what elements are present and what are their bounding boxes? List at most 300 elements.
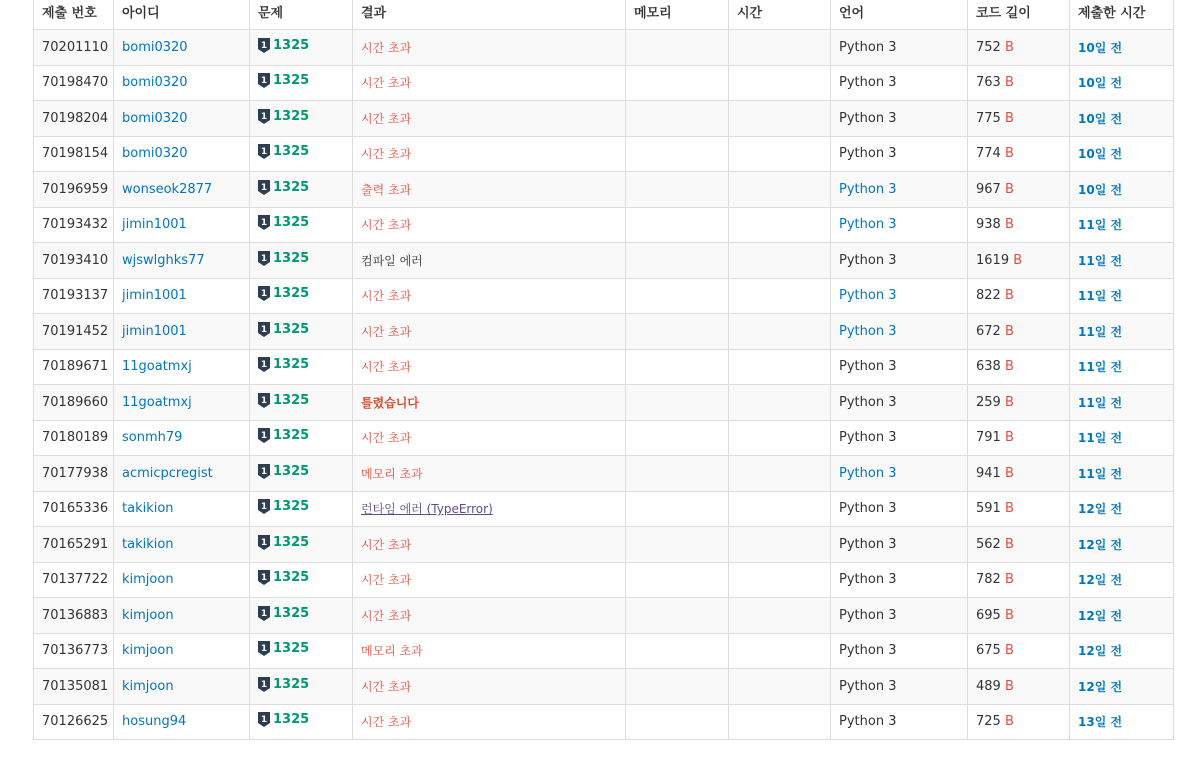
submission-id-cell — [34, 385, 114, 421]
user-link[interactable]: sonmh79 — [122, 430, 183, 446]
submission-id: 70201110 — [42, 39, 109, 55]
svg-text:1: 1 — [260, 289, 268, 300]
result-cell — [353, 420, 626, 456]
code-length-value: 489 — [976, 678, 1001, 694]
time-cell — [729, 207, 831, 243]
code-length-value: 1619 — [976, 252, 1010, 268]
user-cell — [114, 243, 250, 279]
result-cell — [353, 669, 626, 705]
memory-cell — [626, 420, 729, 456]
submitted-time-link[interactable]: 10일 전 — [1078, 147, 1123, 162]
time-cell — [729, 136, 831, 172]
user-cell — [114, 314, 250, 350]
silver-tier-badge-icon — [258, 144, 270, 159]
table-row — [34, 349, 1174, 385]
code-length-cell — [968, 456, 1070, 492]
result-text: 시간 초과 — [361, 40, 412, 55]
svg-text:1: 1 — [260, 253, 268, 264]
language-cell — [831, 30, 968, 66]
code-length-cell — [968, 669, 1070, 705]
header-result: 결과 — [353, 0, 626, 30]
submitted-time-cell — [1070, 633, 1174, 669]
language-text: Python 3 — [839, 110, 897, 126]
code-length-unit: B — [1004, 39, 1014, 55]
problem-cell — [250, 420, 353, 456]
user-link[interactable]: bomi0320 — [122, 146, 188, 162]
submitted-time-link[interactable]: 11일 전 — [1078, 289, 1123, 304]
result-cell — [353, 527, 626, 563]
svg-text:1: 1 — [260, 182, 268, 193]
user-link[interactable]: wonseok2877 — [122, 181, 213, 197]
user-link[interactable]: jimin1001 — [122, 288, 187, 304]
result-text: 메모리 초과 — [361, 466, 423, 481]
language-cell — [831, 420, 968, 456]
memory-cell — [626, 101, 729, 137]
user-link[interactable]: takikion — [122, 536, 174, 552]
code-length-value: 562 — [976, 536, 1001, 552]
user-link[interactable]: acmicpcregist — [122, 465, 213, 481]
svg-text:1: 1 — [260, 111, 268, 122]
submitted-time-cell — [1070, 243, 1174, 279]
user-link[interactable]: kimjoon — [122, 643, 174, 659]
problem-link[interactable] — [258, 570, 309, 585]
table-row — [34, 101, 1174, 137]
submission-id: 70180189 — [42, 430, 109, 446]
user-link[interactable]: bomi0320 — [122, 110, 188, 126]
svg-text:1: 1 — [260, 502, 268, 513]
submitted-time-cell — [1070, 669, 1174, 705]
code-length-value: 775 — [976, 110, 1001, 126]
problem-link[interactable] — [258, 286, 309, 301]
memory-cell — [626, 669, 729, 705]
result-cell — [353, 491, 626, 527]
time-cell — [729, 456, 831, 492]
submission-id-cell — [34, 30, 114, 66]
svg-text:1: 1 — [260, 40, 268, 51]
user-cell — [114, 598, 250, 634]
user-link[interactable]: jimin1001 — [122, 217, 187, 233]
result-text: 시간 초과 — [361, 147, 412, 162]
table-row — [34, 491, 1174, 527]
problem-cell — [250, 562, 353, 598]
submission-id-cell — [34, 669, 114, 705]
user-cell — [114, 562, 250, 598]
time-cell — [729, 527, 831, 563]
code-length-value: 782 — [976, 572, 1001, 588]
submitted-time-link[interactable]: 11일 전 — [1078, 218, 1123, 233]
language-text[interactable]: Python 3 — [839, 465, 897, 481]
problem-number: 1325 — [273, 215, 310, 231]
submitted-time-link[interactable]: 11일 전 — [1078, 395, 1123, 410]
result-cell — [353, 562, 626, 598]
problem-link[interactable] — [258, 357, 309, 372]
problem-link[interactable] — [258, 322, 309, 337]
language-text: Python 3 — [839, 501, 897, 517]
code-length-cell — [968, 314, 1070, 350]
table-row — [34, 527, 1174, 563]
user-link[interactable]: jimin1001 — [122, 323, 187, 339]
code-length-cell — [968, 598, 1070, 634]
submitted-time-link[interactable]: 11일 전 — [1078, 253, 1123, 268]
code-length-value: 822 — [976, 288, 1001, 304]
language-text: Python 3 — [839, 536, 897, 552]
language-text: Python 3 — [839, 39, 897, 55]
submitted-time-link[interactable]: 12일 전 — [1078, 537, 1123, 552]
silver-tier-badge-icon — [258, 215, 270, 230]
problem-number: 1325 — [273, 286, 310, 302]
submission-id-cell — [34, 243, 114, 279]
submission-id-cell — [34, 207, 114, 243]
problem-link[interactable] — [258, 38, 309, 53]
language-cell — [831, 598, 968, 634]
submitted-time-cell — [1070, 314, 1174, 350]
code-length-cell — [968, 65, 1070, 101]
result-text: 메모리 초과 — [361, 644, 423, 659]
submitted-time-link[interactable]: 11일 전 — [1078, 466, 1123, 481]
result-text: 시간 초과 — [361, 573, 412, 588]
problem-cell — [250, 704, 353, 740]
submitted-time-cell — [1070, 172, 1174, 208]
problem-cell — [250, 243, 353, 279]
submission-id-cell — [34, 172, 114, 208]
memory-cell — [626, 314, 729, 350]
user-cell — [114, 349, 250, 385]
user-cell — [114, 527, 250, 563]
language-text: Python 3 — [839, 678, 897, 694]
submission-id: 70165336 — [42, 501, 109, 517]
code-length-unit: B — [1004, 75, 1014, 91]
language-cell — [831, 172, 968, 208]
memory-cell — [626, 527, 729, 563]
submission-id: 70193410 — [42, 252, 109, 268]
table-row — [34, 136, 1174, 172]
submitted-time-cell — [1070, 349, 1174, 385]
submitted-time-cell — [1070, 598, 1174, 634]
submission-id-cell — [34, 527, 114, 563]
silver-tier-badge-icon — [258, 499, 270, 514]
problem-cell — [250, 314, 353, 350]
code-length-unit: B — [1004, 288, 1014, 304]
time-cell — [729, 385, 831, 421]
memory-cell — [626, 243, 729, 279]
problem-number: 1325 — [273, 570, 310, 586]
user-link[interactable]: kimjoon — [122, 678, 174, 694]
silver-tier-badge-icon — [258, 677, 270, 692]
submitted-time-cell — [1070, 65, 1174, 101]
silver-tier-badge-icon — [258, 109, 270, 124]
problem-link[interactable] — [258, 464, 309, 479]
user-link[interactable]: hosung94 — [122, 714, 187, 730]
memory-cell — [626, 385, 729, 421]
user-cell — [114, 65, 250, 101]
result-text: 시간 초과 — [361, 360, 412, 375]
submission-id: 70165291 — [42, 536, 109, 552]
submission-id: 70198154 — [42, 146, 109, 162]
problem-link[interactable] — [258, 109, 309, 124]
submission-id-cell — [34, 349, 114, 385]
language-cell — [831, 385, 968, 421]
code-length-cell — [968, 101, 1070, 137]
problem-number: 1325 — [273, 144, 310, 160]
submission-id-cell — [34, 314, 114, 350]
submitted-time-cell — [1070, 562, 1174, 598]
submitted-time-cell — [1070, 278, 1174, 314]
table-row — [34, 562, 1174, 598]
result-cell — [353, 136, 626, 172]
table-row — [34, 704, 1174, 740]
table-row — [34, 420, 1174, 456]
problem-cell — [250, 65, 353, 101]
code-length-cell — [968, 491, 1070, 527]
time-cell — [729, 562, 831, 598]
code-length-unit: B — [1004, 110, 1014, 126]
problem-number: 1325 — [273, 499, 310, 515]
memory-cell — [626, 30, 729, 66]
problem-link[interactable] — [258, 712, 309, 727]
code-length-value: 752 — [976, 39, 1001, 55]
result-cell — [353, 172, 626, 208]
result-text: 틀렸습니다 — [361, 395, 419, 410]
submitted-time-link[interactable]: 12일 전 — [1078, 608, 1123, 623]
user-cell — [114, 278, 250, 314]
header-code-length: 코드 길이 — [968, 0, 1070, 30]
language-cell — [831, 456, 968, 492]
problem-link[interactable] — [258, 428, 309, 443]
language-text[interactable]: Python 3 — [839, 323, 897, 339]
problem-link[interactable] — [258, 251, 309, 266]
table-row — [34, 598, 1174, 634]
submission-id: 70126625 — [42, 714, 109, 730]
result-text: 출력 초과 — [361, 182, 412, 197]
language-cell — [831, 562, 968, 598]
submitted-time-link[interactable]: 12일 전 — [1078, 679, 1123, 694]
code-length-cell — [968, 704, 1070, 740]
language-text[interactable]: Python 3 — [839, 217, 897, 233]
problem-cell — [250, 278, 353, 314]
header-problem: 문제 — [250, 0, 353, 30]
table-row — [34, 30, 1174, 66]
submission-id-cell — [34, 598, 114, 634]
submitted-time-link[interactable]: 13일 전 — [1078, 715, 1123, 730]
code-length-value: 591 — [976, 501, 1001, 517]
problem-number: 1325 — [273, 357, 310, 373]
silver-tier-badge-icon — [258, 73, 270, 88]
problem-link[interactable] — [258, 73, 309, 88]
code-length-value: 672 — [976, 323, 1001, 339]
silver-tier-badge-icon — [258, 535, 270, 550]
user-cell — [114, 420, 250, 456]
result-cell — [353, 456, 626, 492]
header-memory: 메모리 — [626, 0, 729, 30]
user-link[interactable]: bomi0320 — [122, 39, 188, 55]
user-cell — [114, 669, 250, 705]
submission-id: 70191452 — [42, 323, 109, 339]
submitted-time-link[interactable]: 10일 전 — [1078, 76, 1123, 91]
language-cell — [831, 314, 968, 350]
language-cell — [831, 633, 968, 669]
time-cell — [729, 669, 831, 705]
user-link[interactable]: takikion — [122, 501, 174, 517]
submitted-time-cell — [1070, 101, 1174, 137]
language-text[interactable]: Python 3 — [839, 288, 897, 304]
result-cell — [353, 65, 626, 101]
submission-id-cell — [34, 278, 114, 314]
code-length-cell — [968, 385, 1070, 421]
code-length-unit: B — [1004, 146, 1014, 162]
result-text: 컴파일 에러 — [361, 253, 423, 268]
user-link[interactable]: wjswlghks77 — [122, 252, 205, 268]
code-length-unit: B — [1004, 430, 1014, 446]
submitted-time-link[interactable]: 12일 전 — [1078, 573, 1123, 588]
time-cell — [729, 65, 831, 101]
submission-id-cell — [34, 65, 114, 101]
time-cell — [729, 633, 831, 669]
submitted-time-link[interactable]: 11일 전 — [1078, 360, 1123, 375]
problem-link[interactable] — [258, 215, 309, 230]
problem-link[interactable] — [258, 180, 309, 195]
time-cell — [729, 314, 831, 350]
table-row — [34, 385, 1174, 421]
result-text: 시간 초과 — [361, 324, 412, 339]
language-text: Python 3 — [839, 394, 897, 410]
table-row — [34, 669, 1174, 705]
time-cell — [729, 349, 831, 385]
problem-link[interactable] — [258, 677, 309, 692]
table-row — [34, 207, 1174, 243]
time-cell — [729, 491, 831, 527]
code-length-unit: B — [1013, 252, 1023, 268]
svg-text:1: 1 — [260, 395, 268, 406]
user-link[interactable]: 11goatmxj — [122, 394, 192, 410]
memory-cell — [626, 598, 729, 634]
user-link[interactable]: kimjoon — [122, 572, 174, 588]
result-cell — [353, 385, 626, 421]
problem-link[interactable] — [258, 641, 309, 656]
problem-link[interactable] — [258, 606, 309, 621]
submitted-time-link[interactable]: 11일 전 — [1078, 431, 1123, 446]
svg-text:1: 1 — [260, 573, 268, 584]
header-user-id: 아이디 — [114, 0, 250, 30]
user-link[interactable]: kimjoon — [122, 607, 174, 623]
user-cell — [114, 385, 250, 421]
language-text[interactable]: Python 3 — [839, 181, 897, 197]
problem-cell — [250, 456, 353, 492]
silver-tier-badge-icon — [258, 38, 270, 53]
memory-cell — [626, 172, 729, 208]
memory-cell — [626, 136, 729, 172]
submission-id-cell — [34, 456, 114, 492]
language-cell — [831, 101, 968, 137]
problem-number: 1325 — [273, 463, 310, 479]
silver-tier-badge-icon — [258, 180, 270, 195]
language-cell — [831, 207, 968, 243]
silver-tier-badge-icon — [258, 606, 270, 621]
submitted-time-cell — [1070, 207, 1174, 243]
code-length-cell — [968, 633, 1070, 669]
result-text[interactable]: 런타임 에러 (TypeError) — [361, 502, 493, 517]
svg-text:1: 1 — [260, 218, 268, 229]
submitted-time-link[interactable]: 12일 전 — [1078, 502, 1123, 517]
language-cell — [831, 669, 968, 705]
problem-number: 1325 — [273, 321, 310, 337]
language-cell — [831, 136, 968, 172]
problem-cell — [250, 669, 353, 705]
result-cell — [353, 278, 626, 314]
memory-cell — [626, 491, 729, 527]
result-cell — [353, 349, 626, 385]
time-cell — [729, 704, 831, 740]
problem-link[interactable] — [258, 144, 309, 159]
problem-link[interactable] — [258, 535, 309, 550]
result-text: 시간 초과 — [361, 431, 412, 446]
header-time: 시간 — [729, 0, 831, 30]
problem-link[interactable] — [258, 499, 309, 514]
result-text: 시간 초과 — [361, 111, 412, 126]
language-text: Python 3 — [839, 359, 897, 375]
language-text: Python 3 — [839, 146, 897, 162]
memory-cell — [626, 207, 729, 243]
code-length-cell — [968, 243, 1070, 279]
submission-id: 70135081 — [42, 678, 109, 694]
submitted-time-link[interactable]: 10일 전 — [1078, 111, 1123, 126]
svg-text:1: 1 — [260, 431, 268, 442]
result-cell — [353, 207, 626, 243]
user-link[interactable]: bomi0320 — [122, 75, 188, 91]
code-length-cell — [968, 420, 1070, 456]
submission-id: 70189671 — [42, 359, 109, 375]
code-length-cell — [968, 207, 1070, 243]
submitted-time-link[interactable]: 10일 전 — [1078, 40, 1123, 55]
time-cell — [729, 278, 831, 314]
submitted-time-cell — [1070, 30, 1174, 66]
code-length-value: 675 — [976, 643, 1001, 659]
table-row — [34, 314, 1174, 350]
status-table-container — [33, 0, 1173, 740]
result-text: 시간 초과 — [361, 679, 412, 694]
header-submission-id: 제출 번호 — [34, 0, 114, 30]
table-row — [34, 633, 1174, 669]
silver-tier-badge-icon — [258, 464, 270, 479]
problem-cell — [250, 136, 353, 172]
submitted-time-link[interactable]: 12일 전 — [1078, 644, 1123, 659]
code-length-value: 791 — [976, 430, 1001, 446]
code-length-value: 941 — [976, 465, 1001, 481]
user-link[interactable]: 11goatmxj — [122, 359, 192, 375]
language-cell — [831, 349, 968, 385]
submitted-time-cell — [1070, 136, 1174, 172]
language-text: Python 3 — [839, 643, 897, 659]
submitted-time-link[interactable]: 10일 전 — [1078, 182, 1123, 197]
code-length-unit: B — [1004, 643, 1014, 659]
problem-number: 1325 — [273, 108, 310, 124]
language-text: Python 3 — [839, 252, 897, 268]
language-text: Python 3 — [839, 714, 897, 730]
code-length-unit: B — [1004, 536, 1014, 552]
submission-id: 70137722 — [42, 572, 109, 588]
time-cell — [729, 172, 831, 208]
submission-id: 70136883 — [42, 607, 109, 623]
problem-cell — [250, 30, 353, 66]
memory-cell — [626, 456, 729, 492]
submitted-time-cell — [1070, 527, 1174, 563]
submitted-time-link[interactable]: 11일 전 — [1078, 324, 1123, 339]
silver-tier-badge-icon — [258, 251, 270, 266]
problem-link[interactable] — [258, 393, 309, 408]
problem-cell — [250, 633, 353, 669]
language-text: Python 3 — [839, 572, 897, 588]
code-length-value: 774 — [976, 146, 1001, 162]
time-cell — [729, 101, 831, 137]
